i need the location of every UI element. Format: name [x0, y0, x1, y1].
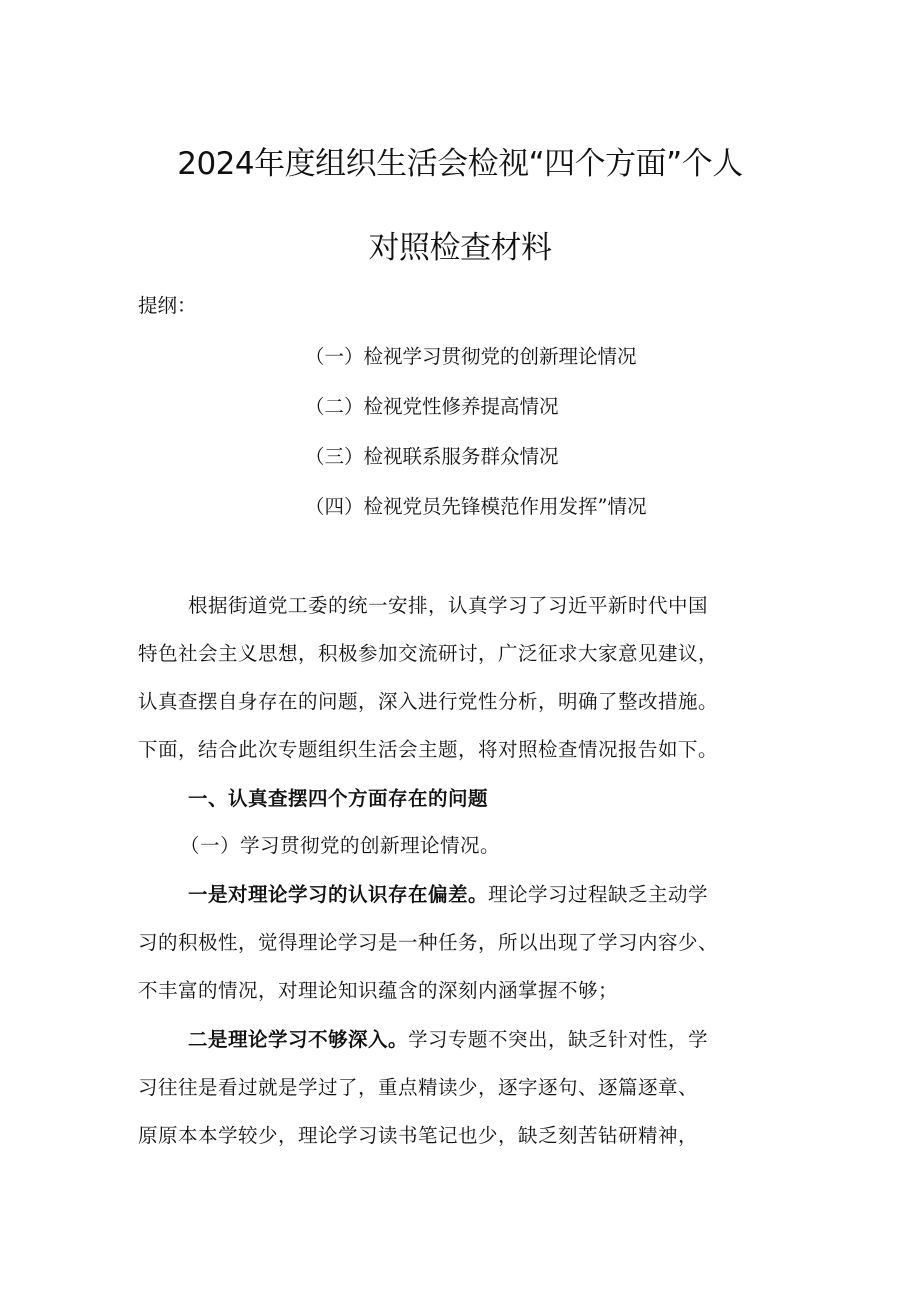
subsection-heading: （一）学习贯彻党的创新理论情况。: [180, 834, 501, 857]
outline-item: （一）检视学习贯彻党的创新理论情况: [305, 345, 637, 368]
point-1-line-3: 不丰富的情况，对理论知识蕴含的深刻内涵掌握不够；: [138, 979, 619, 1002]
point-1-heading: 一是对理论学习的认识存在偏差。: [188, 883, 489, 906]
intro-line: 特色社会主义思想，积极参加交流研讨，广泛征求大家意见建议，: [138, 642, 719, 665]
point-1-line-2: 习的积极性，觉得理论学习是一种任务，所以出现了学习内容少、: [138, 931, 719, 954]
point-2-line-1: [188, 1027, 848, 1053]
point-1-text: 理论学习过程缺乏主动学: [488, 883, 709, 906]
intro-line: 认真查摆自身存在的问题，深入进行党性分析，明确了整改措施。: [138, 690, 719, 713]
intro-line: 根据街道党工委的统一安排，认真学习了习近平新时代中国: [188, 594, 709, 617]
point-2-line-2: 习往往是看过就是学过了，重点精读少，逐字逐句、逐篇逐章、: [138, 1076, 699, 1099]
outline-item: （二）检视党性修养提高情况: [305, 395, 559, 418]
outline-item: （四）检视党员先锋模范作用发挥”情况: [305, 495, 647, 518]
outline-label: 提纲：: [138, 294, 197, 317]
outline-item: （三）检视联系服务群众情况: [305, 445, 559, 468]
point-2-line-3: 原原本本学较少，理论学习读书笔记也少，缺乏刻苦钻研精神，: [138, 1124, 699, 1147]
document-title-line-2: 对照检查材料: [368, 230, 552, 266]
section-heading: 一、认真查摆四个方面存在的问题: [188, 787, 489, 810]
intro-line: 下面，结合此次专题组织生活会主题，将对照检查情况报告如下。: [138, 738, 719, 761]
document-title-line-1: 2024年度组织生活会检视“四个方面”个人: [177, 146, 743, 182]
point-1-line-1: [188, 882, 848, 908]
point-2-text: 学习专题不突出，缺乏针对性，学: [408, 1028, 709, 1051]
point-2-heading: 二是理论学习不够深入。: [188, 1028, 409, 1051]
